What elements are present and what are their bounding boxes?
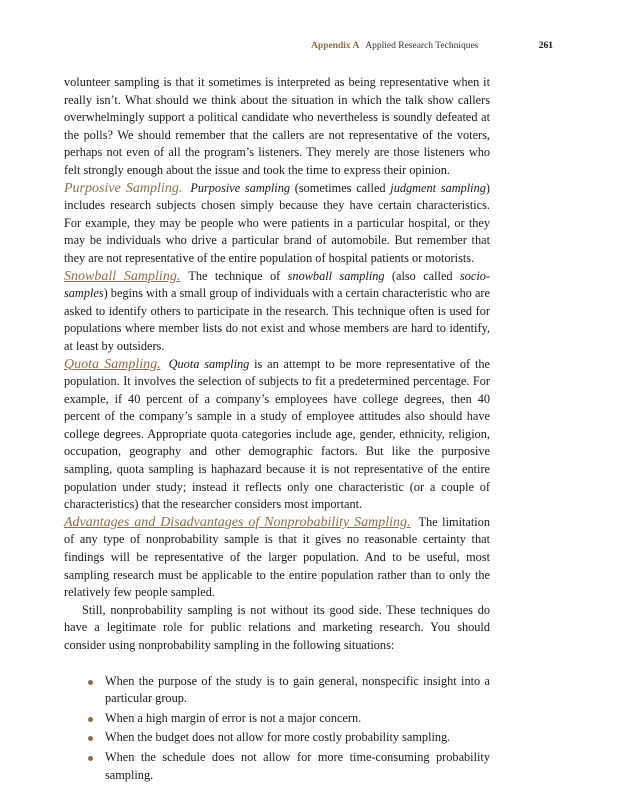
list-item [88, 749, 490, 784]
advantages-text-1: The limitation of any type of nonprobability sample is that it gives no reasonable certainty that findings will be representative of the larger population. And to be useful, most sampling research must be applicable to the entire population rather than to only the relatively few people sampled. [64, 514, 490, 600]
list-item-text: When the budget does not allow for more costly probability sampling. [105, 730, 451, 745]
list-item-text: When the purpose of the study is to gain general, nonspecific insight into a particular group. [105, 673, 490, 706]
list-item [88, 710, 490, 728]
advantages-section [64, 514, 490, 602]
purposive-heading: Purposive Sampling. [64, 180, 183, 196]
bullet-icon [88, 680, 93, 685]
purposive-section [64, 180, 490, 268]
advantages-paragraph-2: Still, nonprobability sampling is not without its good side. These techniques do have a legitimate role for public relations and marketing research. You should consider using nonprobability sampling in the following situations: [64, 602, 490, 652]
quota-text-1: is an attempt to be more representative of the population. It involves the selection of subjects to fit a predetermined percentage. For example, if 40 percent of a company’s employees have college degrees, then 40 percent of the company’s sample in a study of employee attitudes also should have college degrees. Appropriate quota categories include age, gender, ethnicity, religion, occupation, geography and other demographic factors. But like the purposive sampling, quota sampling is haphazard because it is not representative of the entire population under study; instead it reflects only one characteristic (or a couple of characteristics) that the researcher considers most important. [64, 356, 490, 512]
bullet-icon [88, 756, 93, 761]
snowball-term: snowball sampling [287, 268, 385, 283]
appendix-label: Appendix A [311, 41, 360, 51]
snowball-heading: Snowball Sampling. [64, 268, 181, 284]
snowball-text-0: The technique of [188, 268, 288, 283]
list-item [88, 729, 490, 747]
list-item-text: When the schedule does not allow for more time-consuming probability sampling. [105, 749, 490, 782]
chapter-title: Applied Research Techniques [365, 41, 479, 51]
list-item [88, 673, 490, 708]
snowball-text-2: ) begins with a small group of individuals with a certain characteristic who are asked to identify others to participate in the research. This technique often is used for populations where member lists do not exist and whose members are hard to identify, at least by outsiders. [64, 286, 490, 353]
snowball-section [64, 268, 490, 356]
intro-paragraph: volunteer sampling is that it sometimes is interpreted as being representative when it really isn’t. What should we think about the situation in which the talk show callers overwhelmingly support a political candidate who nevertheless is soundly defeated at the polls? We should remember that the callers are not representative of the voters, perhaps not even of all the program’s listeners. They merely are those listeners who felt strongly enough about the issue and took the time to express their opinion. [64, 75, 490, 177]
situations-list [64, 673, 490, 785]
page-number: 261 [538, 41, 553, 51]
quota-heading: Quota Sampling. [64, 356, 161, 372]
snowball-text-1: (also called [384, 268, 460, 283]
list-item-text: When a high margin of error is not a major concern. [105, 710, 362, 725]
judgment-term: judgment sampling [390, 180, 486, 195]
purposive-text-2: ) includes research subjects chosen simply because they have certain characteristics. For example, they may be people who were patients in a particular hospital, or they may be individuals who drive a particular brand of automobile. But remember that they are not representative of the entire population of hospital patients or motorists. [64, 180, 491, 265]
quota-section [64, 356, 490, 514]
advantages-heading: Advantages and Disadvantages of Nonprobability Sampling. [64, 514, 411, 530]
body-text [64, 74, 490, 786]
bullet-icon [88, 717, 93, 722]
socio-term: socio-samples [64, 268, 490, 301]
bullet-icon [88, 736, 93, 741]
running-head [64, 41, 553, 51]
purposive-term: Purposive sampling [190, 180, 291, 195]
quota-term: Quota sampling [168, 356, 250, 371]
purposive-text-1: (sometimes called [290, 180, 391, 195]
